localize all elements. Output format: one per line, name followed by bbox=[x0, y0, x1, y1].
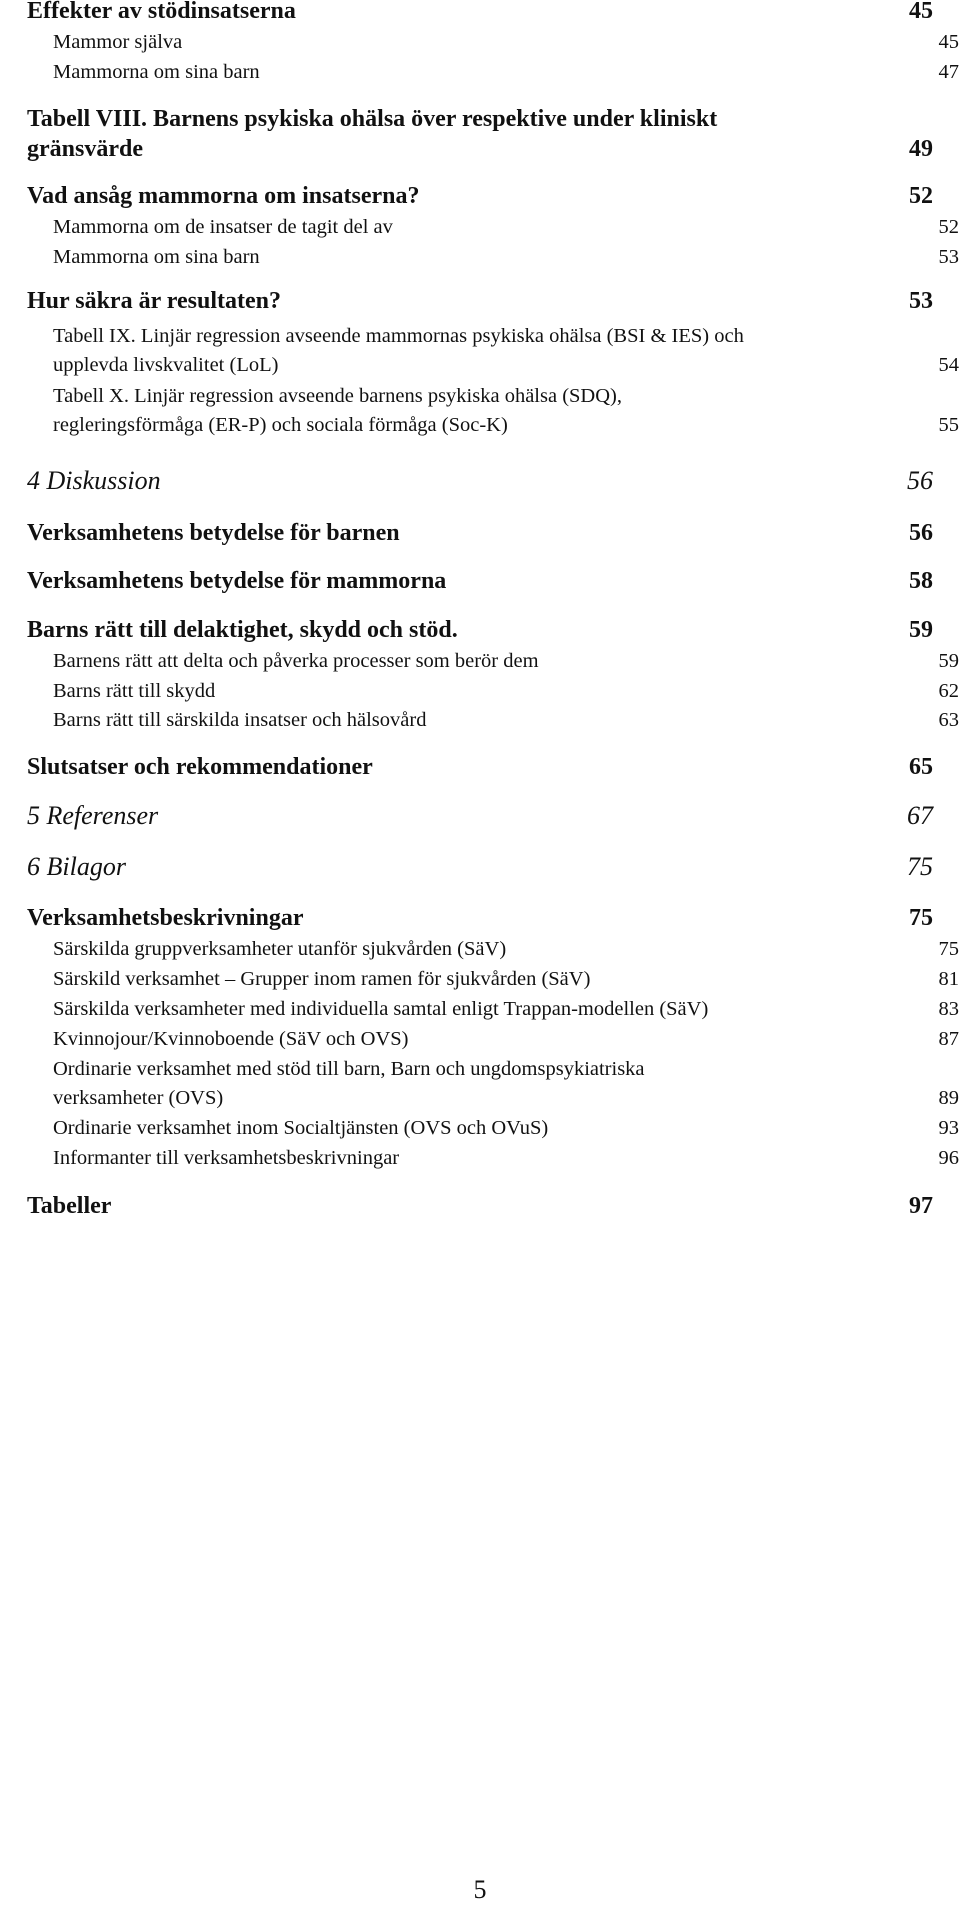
toc-page-number: 87 bbox=[938, 1028, 959, 1050]
toc-entry-title: Ordinarie verksamhet med stöd till barn, Barn och ungdomspsykiatriska bbox=[53, 1058, 645, 1080]
toc-entry-title: Verksamhetens betydelse för barnen bbox=[27, 520, 400, 546]
toc-entry[interactable] bbox=[27, 752, 933, 782]
toc-page-number: 47 bbox=[938, 61, 959, 83]
toc-entry-title-cont: verksamheter (OVS) bbox=[53, 1087, 224, 1109]
toc-page-number: 45 bbox=[909, 0, 933, 24]
toc-entry-title: Barnens rätt att delta och påverka processer som berör dem bbox=[53, 650, 539, 672]
toc-page-number: 62 bbox=[938, 680, 959, 702]
toc-chapter[interactable] bbox=[27, 465, 933, 497]
toc-entry-title: Särskilda gruppverksamheter utanför sjukvården (SäV) bbox=[53, 938, 507, 960]
toc-entry[interactable] bbox=[27, 566, 933, 596]
toc-entry-title: 5 Referenser bbox=[27, 801, 159, 830]
toc-page-number: 75 bbox=[909, 905, 933, 931]
toc-entry[interactable] bbox=[27, 615, 933, 645]
toc-page-number: 45 bbox=[938, 31, 959, 53]
toc-entry-title: Tabeller bbox=[27, 1193, 112, 1219]
toc-entry[interactable] bbox=[27, 0, 933, 26]
toc-entry-title: Mammor själva bbox=[53, 31, 183, 53]
toc-entry-title: 4 Diskussion bbox=[27, 466, 161, 495]
toc-entry-title: Barns rätt till särskilda insatser och hälsovård bbox=[53, 709, 427, 731]
toc-entry[interactable] bbox=[27, 1055, 959, 1113]
toc-entry-title-cont: upplevda livskvalitet (LoL) bbox=[53, 354, 279, 376]
toc-entry-title: Effekter av stödinsatserna bbox=[27, 0, 296, 24]
toc-entry[interactable] bbox=[27, 213, 959, 242]
toc-entry-title: Informanter till verksamhetsbeskrivningar bbox=[53, 1147, 400, 1169]
toc-page-number: 53 bbox=[909, 288, 933, 314]
toc-entry-title: Vad ansåg mammorna om insatserna? bbox=[27, 183, 420, 209]
toc-entry-title: Ordinarie verksamhet inom Socialtjänsten (OVS och OVuS) bbox=[53, 1117, 549, 1139]
toc-entry[interactable] bbox=[27, 995, 959, 1024]
toc-entry-title: Hur säkra är resultaten? bbox=[27, 288, 282, 314]
toc-entry[interactable] bbox=[27, 58, 959, 87]
toc-page-number: 52 bbox=[938, 216, 959, 238]
toc-chapter[interactable] bbox=[27, 851, 933, 883]
toc-entry[interactable] bbox=[27, 1114, 959, 1143]
toc-page-number: 83 bbox=[938, 998, 959, 1020]
toc-entry[interactable] bbox=[27, 1025, 959, 1054]
toc-page-number: 52 bbox=[909, 183, 933, 209]
toc-entry-title: Mammorna om de insatser de tagit del av bbox=[53, 216, 393, 238]
toc-entry-title: Verksamhetsbeskrivningar bbox=[27, 905, 304, 931]
toc-entry[interactable] bbox=[27, 286, 933, 316]
toc-entry[interactable] bbox=[27, 382, 959, 440]
toc-page-number: 67 bbox=[907, 801, 933, 830]
toc-page-number: 59 bbox=[909, 617, 933, 643]
toc-entry[interactable] bbox=[27, 965, 959, 994]
toc-page-number: 75 bbox=[938, 938, 959, 960]
toc-entry-title: Särskilda verksamheter med individuella samtal enligt Trappan-modellen (SäV) bbox=[53, 998, 709, 1020]
toc-page-number: 96 bbox=[938, 1147, 959, 1169]
toc-page-number: 65 bbox=[909, 754, 933, 780]
toc-entry-title: Tabell IX. Linjär regression avseende mammornas psykiska ohälsa (BSI & IES) och bbox=[53, 325, 744, 347]
toc-page-number: 93 bbox=[938, 1117, 959, 1139]
toc-entry-title: Särskild verksamhet – Grupper inom ramen för sjukvården (SäV) bbox=[53, 968, 591, 990]
toc-entry-title-cont: regleringsförmåga (ER-P) och sociala förmåga (Soc-K) bbox=[53, 414, 508, 436]
toc-entry-title: Barns rätt till skydd bbox=[53, 680, 216, 702]
toc-page-number: 58 bbox=[909, 568, 933, 594]
toc-page-number: 59 bbox=[938, 650, 959, 672]
toc-entry[interactable] bbox=[27, 104, 933, 164]
toc-entry-title: 6 Bilagor bbox=[27, 852, 126, 881]
toc-entry[interactable] bbox=[27, 322, 959, 380]
toc-page-number: 56 bbox=[909, 520, 933, 546]
toc-entry[interactable] bbox=[27, 677, 959, 706]
toc-entry-title: Mammorna om sina barn bbox=[53, 61, 260, 83]
toc-entry[interactable] bbox=[27, 518, 933, 548]
toc-entry-title: Slutsatser och rekommendationer bbox=[27, 754, 373, 780]
toc-page-number: 55 bbox=[938, 414, 959, 436]
toc-page-number: 53 bbox=[938, 246, 959, 268]
page-number: 5 bbox=[473, 1875, 487, 1904]
toc-entry-title: Mammorna om sina barn bbox=[53, 246, 260, 268]
toc-entry[interactable] bbox=[27, 181, 933, 211]
toc-entry[interactable] bbox=[27, 647, 959, 676]
toc-entry[interactable] bbox=[27, 903, 933, 933]
toc-page-number: 63 bbox=[938, 709, 959, 731]
toc-entry-title-cont: gränsvärde bbox=[27, 136, 143, 162]
toc-entry-title: Kvinnojour/Kvinnoboende (SäV och OVS) bbox=[53, 1028, 409, 1050]
toc-entry[interactable] bbox=[27, 1191, 933, 1221]
toc-entry[interactable] bbox=[27, 706, 959, 735]
toc-entry-title: Tabell VIII. Barnens psykiska ohälsa över respektive under kliniskt bbox=[27, 106, 718, 132]
toc-entry-title: Barns rätt till delaktighet, skydd och stöd. bbox=[27, 617, 458, 643]
toc-chapter[interactable] bbox=[27, 800, 933, 832]
toc-page-number: 54 bbox=[938, 354, 959, 376]
toc-entry[interactable] bbox=[27, 1144, 959, 1173]
toc-page-number: 49 bbox=[909, 136, 933, 162]
toc-page-number: 97 bbox=[909, 1193, 933, 1219]
toc-entry-title: Tabell X. Linjär regression avseende barnens psykiska ohälsa (SDQ), bbox=[53, 385, 622, 407]
toc-entry[interactable] bbox=[27, 243, 959, 272]
toc-page-number: 89 bbox=[938, 1087, 959, 1109]
toc-page-number: 56 bbox=[907, 466, 933, 495]
toc-page-number: 75 bbox=[907, 852, 933, 881]
toc-entry[interactable] bbox=[27, 28, 959, 57]
toc-page-number: 81 bbox=[938, 968, 959, 990]
toc-entry-title: Verksamhetens betydelse för mammorna bbox=[27, 568, 447, 594]
toc-entry[interactable] bbox=[27, 935, 959, 964]
